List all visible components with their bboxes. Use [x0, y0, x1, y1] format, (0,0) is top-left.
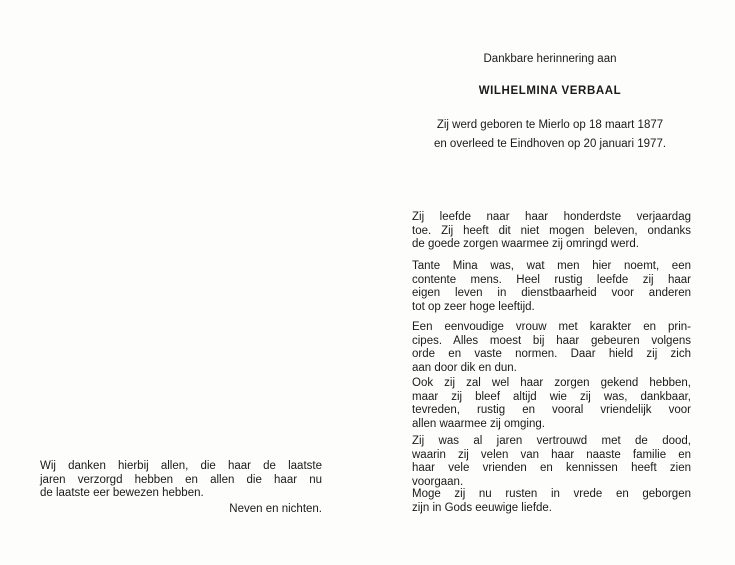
paragraph-4	[412, 377, 691, 431]
thanks-message	[40, 460, 322, 501]
thanks-line: jaren verzorgd hebben en allen die haar nu	[40, 473, 322, 486]
deceased-name: WILHELMINA VERBAAL	[478, 85, 622, 97]
paragraph-line: cipes. Alles moest bij haar gebeuren volgens	[412, 334, 691, 347]
paragraph-line: contente mens. Heel rustig leefde zij haar	[412, 273, 691, 286]
paragraph-line: maar zij bleef altijd wie zij was, dankbaar,	[412, 390, 691, 403]
death-line: en overleed te Eindhoven op 20 januari 1977.	[433, 138, 667, 150]
thanks-line: Wij danken hierbij allen, die haar de laatste	[40, 460, 322, 472]
family-signature: Neven en nichten.	[229, 503, 322, 515]
paragraph-1	[412, 211, 691, 252]
paragraph-line: de goede zorgen waarmee zij omringd werd.	[412, 238, 639, 250]
paragraph-line: tevreden, rustig en vooral vriendelijk voor	[412, 404, 691, 416]
paragraph-5	[412, 435, 691, 489]
paragraph-line: Ook zij zal wel haar zorgen gekend hebben,	[412, 377, 691, 389]
paragraph-line: tot op zeer hoge leeftijd.	[412, 300, 535, 313]
paragraph-line: voorgaan.	[412, 475, 464, 488]
paragraph-6	[412, 488, 691, 515]
paragraph-line: zijn in Gods eeuwige liefde.	[412, 501, 552, 514]
paragraph-line: aan door dik en dun.	[412, 361, 517, 374]
paragraph-line: Zij was al jaren vertrouwd met de dood,	[412, 435, 691, 447]
paragraph-line: orde en vaste normen. Daar hield zij zich	[412, 348, 691, 360]
paragraph-line: allen waarmee zij omging.	[412, 417, 545, 430]
paragraph-2	[412, 260, 691, 314]
paragraph-line: Moge zij nu rusten in vrede en geborgen	[412, 488, 691, 500]
paragraph-line: Zij leefde naar haar honderdste verjaardag	[412, 211, 691, 223]
paragraph-line: eigen leven in dienstbaarheid voor anderen	[412, 287, 691, 299]
paragraph-line: toe. Zij heeft dit niet mogen beleven, ondanks	[412, 224, 691, 237]
paragraph-line: Een eenvoudige vrouw met karakter en prin-	[412, 321, 691, 333]
birth-line: Zij werd geboren te Mierlo op 18 maart 1877	[436, 119, 664, 131]
paragraph-line: waarin zij velen van haar naaste familie en	[412, 448, 691, 461]
paragraph-line: Tante Mina was, wat men hier noemt, een	[412, 260, 691, 272]
thanks-line: de laatste eer bewezen hebben.	[40, 487, 204, 499]
dedication-intro: Dankbare herinnering aan	[483, 53, 617, 65]
paragraph-line: haar vele vrienden en kennissen heeft zien	[412, 462, 691, 474]
paragraph-3	[412, 321, 691, 375]
